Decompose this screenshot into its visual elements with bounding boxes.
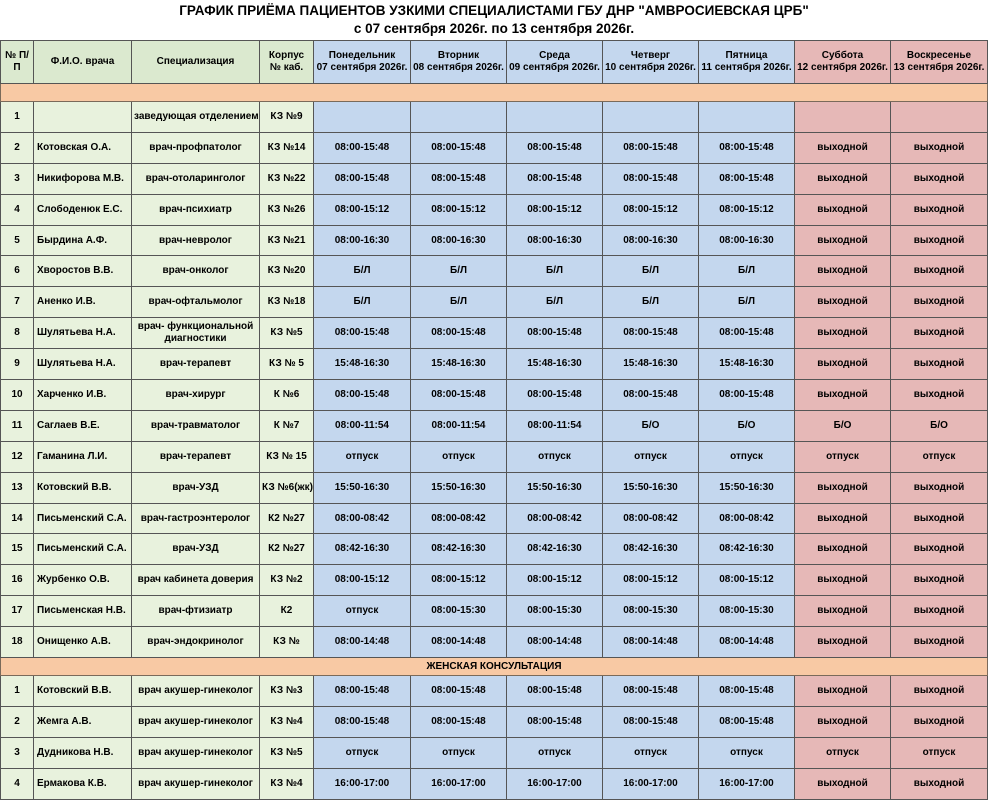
doctor-name: Гаманина Л.И. [34, 441, 132, 472]
schedule-cell: Б/Л [699, 256, 795, 287]
schedule-cell: отпуск [699, 737, 795, 768]
schedule-cell: выходной [795, 194, 891, 225]
schedule-cell: 08:42-16:30 [603, 534, 699, 565]
row-number: 1 [1, 102, 34, 133]
specialization: врач-онколог [132, 256, 260, 287]
room-number: КЗ №14 [260, 132, 314, 163]
schedule-cell: 08:00-16:30 [603, 225, 699, 256]
table-row [1, 380, 988, 411]
schedule-cell: выходной [891, 318, 988, 349]
schedule-cell: 08:00-16:30 [507, 225, 603, 256]
doctor-name: Шулятьева Н.А. [34, 318, 132, 349]
schedule-cell: 16:00-17:00 [507, 768, 603, 799]
room-number: КЗ №26 [260, 194, 314, 225]
schedule-cell: выходной [795, 706, 891, 737]
doctor-name: Ермакова К.В. [34, 768, 132, 799]
schedule-cell: 15:50-16:30 [699, 472, 795, 503]
schedule-cell: выходной [795, 380, 891, 411]
doctor-name: Шулятьева Н.А. [34, 349, 132, 380]
schedule-cell: отпуск [314, 596, 411, 627]
schedule-cell: 08:00-15:48 [314, 676, 411, 707]
room-number: КЗ №3 [260, 676, 314, 707]
schedule-cell: 08:00-15:48 [603, 706, 699, 737]
schedule-cell: отпуск [795, 737, 891, 768]
schedule-cell: 08:00-15:48 [603, 132, 699, 163]
table-row [1, 287, 988, 318]
schedule-cell: выходной [795, 472, 891, 503]
schedule-cell: 08:00-15:12 [603, 194, 699, 225]
schedule-cell: Б/О [603, 410, 699, 441]
doctor-name: Харченко И.В. [34, 380, 132, 411]
schedule-cell: 08:00-15:12 [699, 565, 795, 596]
room-number: К №7 [260, 410, 314, 441]
schedule-cell: выходной [891, 534, 988, 565]
schedule-cell: Б/Л [314, 287, 411, 318]
room-number: КЗ №9 [260, 102, 314, 133]
doctor-name [34, 102, 132, 133]
schedule-cell: 08:00-15:48 [699, 676, 795, 707]
specialization: врач-профпатолог [132, 132, 260, 163]
schedule-cell: выходной [795, 318, 891, 349]
row-number: 5 [1, 225, 34, 256]
schedule-cell: выходной [891, 627, 988, 658]
schedule-cell: 08:00-15:12 [507, 194, 603, 225]
row-number: 7 [1, 287, 34, 318]
schedule-cell: 08:00-15:48 [603, 163, 699, 194]
table-row [1, 318, 988, 349]
section-header-main-label [1, 84, 988, 102]
schedule-cell: 16:00-17:00 [314, 768, 411, 799]
schedule-cell: выходной [795, 287, 891, 318]
schedule-cell: 08:00-15:48 [699, 380, 795, 411]
schedule-cell: 08:00-15:48 [507, 706, 603, 737]
schedule-cell: 08:00-15:12 [314, 565, 411, 596]
schedule-cell: Б/О [699, 410, 795, 441]
schedule-cell: 15:50-16:30 [603, 472, 699, 503]
row-number: 15 [1, 534, 34, 565]
specialization: врач акушер-гинеколог [132, 676, 260, 707]
schedule-cell: 15:50-16:30 [411, 472, 507, 503]
schedule-cell: 08:00-15:48 [411, 676, 507, 707]
schedule-cell: 08:00-15:48 [411, 132, 507, 163]
schedule-title [0, 0, 988, 40]
schedule-cell: выходной [795, 627, 891, 658]
schedule-cell: 08:42-16:30 [699, 534, 795, 565]
row-number: 12 [1, 441, 34, 472]
schedule-cell: выходной [891, 132, 988, 163]
schedule-cell: Б/Л [411, 287, 507, 318]
schedule-cell [699, 102, 795, 133]
doctor-name: Журбенко О.В. [34, 565, 132, 596]
schedule-cell: отпуск [411, 441, 507, 472]
doctor-name: Жемга А.В. [34, 706, 132, 737]
table-row [1, 256, 988, 287]
row-number: 2 [1, 706, 34, 737]
room-number: К №6 [260, 380, 314, 411]
schedule-cell: Б/О [891, 410, 988, 441]
specialization: врач-УЗД [132, 472, 260, 503]
table-row [1, 503, 988, 534]
room-number: КЗ № [260, 627, 314, 658]
schedule-cell: выходной [891, 472, 988, 503]
schedule-cell: 08:00-15:12 [603, 565, 699, 596]
schedule-cell: 08:00-16:30 [699, 225, 795, 256]
row-number: 14 [1, 503, 34, 534]
doctor-name: Котовская О.А. [34, 132, 132, 163]
schedule-cell: 08:00-15:30 [507, 596, 603, 627]
schedule-cell: 08:00-15:12 [411, 194, 507, 225]
table-row [1, 472, 988, 503]
schedule-cell: выходной [891, 256, 988, 287]
section-header-womens-clinic [1, 658, 988, 676]
schedule-cell: выходной [891, 163, 988, 194]
specialization: врач-психиатр [132, 194, 260, 225]
schedule-cell: 08:00-08:42 [507, 503, 603, 534]
schedule-cell: Б/Л [507, 256, 603, 287]
schedule-cell: 08:00-08:42 [699, 503, 795, 534]
schedule-cell: Б/Л [603, 256, 699, 287]
table-row [1, 194, 988, 225]
room-number: КЗ № 15 [260, 441, 314, 472]
header-day-sat: Суббота 12 сентября 2026г. [795, 41, 891, 84]
schedule-cell: 08:00-15:48 [411, 163, 507, 194]
schedule-cell: выходной [795, 163, 891, 194]
row-number: 6 [1, 256, 34, 287]
schedule-cell: Б/Л [699, 287, 795, 318]
schedule-cell: выходной [891, 349, 988, 380]
schedule-cell: отпуск [507, 737, 603, 768]
table-row [1, 737, 988, 768]
schedule-cell [891, 102, 988, 133]
schedule-cell: выходной [891, 676, 988, 707]
schedule-cell: выходной [795, 565, 891, 596]
schedule-cell: выходной [795, 768, 891, 799]
doctor-name: Хворостов В.В. [34, 256, 132, 287]
schedule-cell: 08:00-14:48 [699, 627, 795, 658]
table-row [1, 534, 988, 565]
specialization: врач-терапевт [132, 441, 260, 472]
specialization: врач-терапевт [132, 349, 260, 380]
header-row [1, 41, 988, 84]
doctor-name: Письменский С.А. [34, 503, 132, 534]
schedule-cell [314, 102, 411, 133]
schedule-cell: выходной [891, 194, 988, 225]
room-number: КЗ № 5 [260, 349, 314, 380]
schedule-cell: 08:00-15:48 [314, 163, 411, 194]
room-number: КЗ №21 [260, 225, 314, 256]
row-number: 4 [1, 194, 34, 225]
schedule-cell: 08:00-14:48 [314, 627, 411, 658]
row-number: 3 [1, 737, 34, 768]
row-number: 3 [1, 163, 34, 194]
table-row [1, 410, 988, 441]
schedule-cell: 08:00-08:42 [411, 503, 507, 534]
row-number: 17 [1, 596, 34, 627]
schedule-cell: отпуск [314, 441, 411, 472]
schedule-cell: 08:42-16:30 [314, 534, 411, 565]
schedule-cell: выходной [891, 225, 988, 256]
doctor-name: Быpдина А.Ф. [34, 225, 132, 256]
specialization: врач-фтизиатр [132, 596, 260, 627]
room-number: КЗ №6(жк) [260, 472, 314, 503]
schedule-cell: Б/Л [507, 287, 603, 318]
room-number: КЗ №22 [260, 163, 314, 194]
room-number: КЗ №4 [260, 706, 314, 737]
room-number: КЗ №5 [260, 318, 314, 349]
schedule-cell: 08:00-15:48 [507, 318, 603, 349]
schedule-cell: 08:00-15:30 [699, 596, 795, 627]
schedule-cell: 08:42-16:30 [507, 534, 603, 565]
schedule-cell: 08:00-15:48 [314, 706, 411, 737]
schedule-cell: 08:00-15:48 [411, 380, 507, 411]
row-number: 13 [1, 472, 34, 503]
doctor-name: Дудникова Н.В. [34, 737, 132, 768]
schedule-cell: 15:48-16:30 [507, 349, 603, 380]
schedule-cell: 08:00-15:12 [411, 565, 507, 596]
schedule-cell: Б/О [795, 410, 891, 441]
schedule-cell: 15:50-16:30 [507, 472, 603, 503]
schedule-cell: выходной [891, 503, 988, 534]
schedule-cell: 08:00-15:48 [699, 318, 795, 349]
schedule-cell: 16:00-17:00 [603, 768, 699, 799]
schedule-cell: отпуск [314, 737, 411, 768]
schedule-cell: 08:00-15:48 [411, 706, 507, 737]
header-spec: Специализация [132, 41, 260, 84]
table-row [1, 768, 988, 799]
schedule-cell: 08:00-15:12 [314, 194, 411, 225]
schedule-cell: 08:00-16:30 [411, 225, 507, 256]
row-number: 10 [1, 380, 34, 411]
section-header-main [1, 84, 988, 102]
table-row [1, 163, 988, 194]
table-row [1, 132, 988, 163]
row-number: 18 [1, 627, 34, 658]
schedule-cell: выходной [795, 676, 891, 707]
schedule-cell: 16:00-17:00 [699, 768, 795, 799]
schedule-cell: выходной [891, 768, 988, 799]
specialization: врач-отоларинголог [132, 163, 260, 194]
schedule-cell: 08:00-14:48 [603, 627, 699, 658]
schedule-cell: Б/Л [603, 287, 699, 318]
room-number: КЗ №18 [260, 287, 314, 318]
schedule-cell: 08:00-15:48 [699, 706, 795, 737]
schedule-cell: 08:00-15:48 [507, 132, 603, 163]
schedule-cell: 08:00-15:48 [314, 380, 411, 411]
schedule-cell: 08:00-15:48 [314, 318, 411, 349]
specialization: врач-хирург [132, 380, 260, 411]
schedule-cell: 08:00-15:48 [699, 163, 795, 194]
room-number: КЗ №5 [260, 737, 314, 768]
specialization: врач-невролог [132, 225, 260, 256]
specialization: врач-офтальмолог [132, 287, 260, 318]
schedule-cell: выходной [891, 380, 988, 411]
title-line-2: с 07 сентября 2026г. по 13 сентября 2026г. [353, 21, 635, 36]
specialization: заведующая отделением [132, 102, 260, 133]
row-number: 11 [1, 410, 34, 441]
schedule-cell: 08:00-08:42 [314, 503, 411, 534]
row-number: 9 [1, 349, 34, 380]
specialization: врач-травматолог [132, 410, 260, 441]
schedule-cell: отпуск [507, 441, 603, 472]
schedule-cell: 08:00-15:30 [411, 596, 507, 627]
doctor-name: Письменская Н.В. [34, 596, 132, 627]
schedule-cell: выходной [795, 596, 891, 627]
specialization: врач акушер-гинеколог [132, 737, 260, 768]
schedule-cell: выходной [795, 534, 891, 565]
schedule-cell [795, 102, 891, 133]
schedule-cell: отпуск [891, 737, 988, 768]
row-number: 2 [1, 132, 34, 163]
schedule-cell: 08:00-15:48 [603, 380, 699, 411]
schedule-cell: 15:48-16:30 [314, 349, 411, 380]
schedule-cell: 08:00-15:48 [411, 318, 507, 349]
doctor-name: Онищенко А.В. [34, 627, 132, 658]
header-name: Ф.И.О. врача [34, 41, 132, 84]
room-number: К2 [260, 596, 314, 627]
schedule-cell: отпуск [891, 441, 988, 472]
schedule-cell: 08:00-15:48 [699, 132, 795, 163]
specialization: врач-УЗД [132, 534, 260, 565]
schedule-cell: 08:00-15:48 [603, 318, 699, 349]
schedule-cell: 08:00-11:54 [314, 410, 411, 441]
section-header-womens-clinic-label: ЖЕНСКАЯ КОНСУЛЬТАЦИЯ [1, 658, 988, 676]
table-row [1, 596, 988, 627]
schedule-cell: выходной [891, 565, 988, 596]
title-line-1: ГРАФИК ПРИЁМА ПАЦИЕНТОВ УЗКИМИ СПЕЦИАЛИСТАМИ ГБУ ДНР "АМВРОСИЕВСКАЯ ЦРБ" [179, 3, 809, 18]
specialization: врач-эндокринолог [132, 627, 260, 658]
header-day-thu: Четверг 10 сентября 2026г. [603, 41, 699, 84]
schedule-cell: выходной [891, 596, 988, 627]
row-number: 16 [1, 565, 34, 596]
specialization: врач- функциональной диагностики [132, 318, 260, 349]
row-number: 1 [1, 676, 34, 707]
schedule-cell: 08:00-15:48 [507, 676, 603, 707]
specialization: врач акушер-гинеколог [132, 706, 260, 737]
doctor-name: Слободенюк Е.С. [34, 194, 132, 225]
row-number: 4 [1, 768, 34, 799]
schedule-cell: выходной [795, 256, 891, 287]
schedule-cell: Б/Л [314, 256, 411, 287]
header-day-mon: Понедельник 07 сентября 2026г. [314, 41, 411, 84]
specialization: врач акушер-гинеколог [132, 768, 260, 799]
header-day-sun: Воскресенье 13 сентября 2026г. [891, 41, 988, 84]
schedule-cell: 08:00-14:48 [507, 627, 603, 658]
header-num: № П/П [1, 41, 34, 84]
schedule-cell: 08:00-15:12 [507, 565, 603, 596]
table-row [1, 565, 988, 596]
table-row [1, 349, 988, 380]
schedule-cell: выходной [795, 349, 891, 380]
schedule-cell: 08:00-16:30 [314, 225, 411, 256]
schedule-cell: 08:42-16:30 [411, 534, 507, 565]
table-row [1, 627, 988, 658]
specialization: врач кабинета доверия [132, 565, 260, 596]
schedule-cell: отпуск [411, 737, 507, 768]
schedule-cell: отпуск [603, 441, 699, 472]
room-number: КЗ №2 [260, 565, 314, 596]
schedule-cell [603, 102, 699, 133]
schedule-cell: 08:00-15:12 [699, 194, 795, 225]
schedule-cell: отпуск [699, 441, 795, 472]
schedule-cell: выходной [891, 706, 988, 737]
schedule-cell: 08:00-15:48 [507, 163, 603, 194]
schedule-table [0, 40, 988, 800]
schedule-cell: выходной [795, 503, 891, 534]
schedule-cell [411, 102, 507, 133]
schedule-cell: 16:00-17:00 [411, 768, 507, 799]
table-row [1, 441, 988, 472]
doctor-name: Котовский В.В. [34, 472, 132, 503]
schedule-cell: 15:48-16:30 [603, 349, 699, 380]
schedule-cell: 15:50-16:30 [314, 472, 411, 503]
table-row [1, 102, 988, 133]
schedule-cell: 15:48-16:30 [411, 349, 507, 380]
schedule-cell: Б/Л [411, 256, 507, 287]
table-row [1, 225, 988, 256]
schedule-cell: выходной [795, 225, 891, 256]
schedule-cell: 08:00-11:54 [411, 410, 507, 441]
schedule-cell: отпуск [795, 441, 891, 472]
schedule-cell: 08:00-15:48 [507, 380, 603, 411]
schedule-cell: отпуск [603, 737, 699, 768]
room-number: КЗ №4 [260, 768, 314, 799]
doctor-name: Письменский С.А. [34, 534, 132, 565]
schedule-cell: 08:00-15:48 [314, 132, 411, 163]
doctor-name: Никифорова М.В. [34, 163, 132, 194]
doctor-name: Саглаев В.Е. [34, 410, 132, 441]
doctor-name: Аненко И.В. [34, 287, 132, 318]
schedule-cell: 15:48-16:30 [699, 349, 795, 380]
schedule-cell [507, 102, 603, 133]
schedule-cell: выходной [891, 287, 988, 318]
specialization: врач-гастроэнтеролог [132, 503, 260, 534]
schedule-cell: 08:00-15:48 [603, 676, 699, 707]
header-room: Корпус № каб. [260, 41, 314, 84]
header-day-tue: Вторник 08 сентября 2026г. [411, 41, 507, 84]
header-day-wed: Среда 09 сентября 2026г. [507, 41, 603, 84]
room-number: КЗ №20 [260, 256, 314, 287]
room-number: К2 №27 [260, 534, 314, 565]
schedule-cell: 08:00-15:30 [603, 596, 699, 627]
schedule-cell: 08:00-14:48 [411, 627, 507, 658]
schedule-cell: выходной [795, 132, 891, 163]
header-day-fri: Пятница 11 сентября 2026г. [699, 41, 795, 84]
room-number: К2 №27 [260, 503, 314, 534]
table-row [1, 676, 988, 707]
table-row [1, 706, 988, 737]
schedule-cell: 08:00-08:42 [603, 503, 699, 534]
row-number: 8 [1, 318, 34, 349]
schedule-cell: 08:00-11:54 [507, 410, 603, 441]
doctor-name: Котовский В.В. [34, 676, 132, 707]
